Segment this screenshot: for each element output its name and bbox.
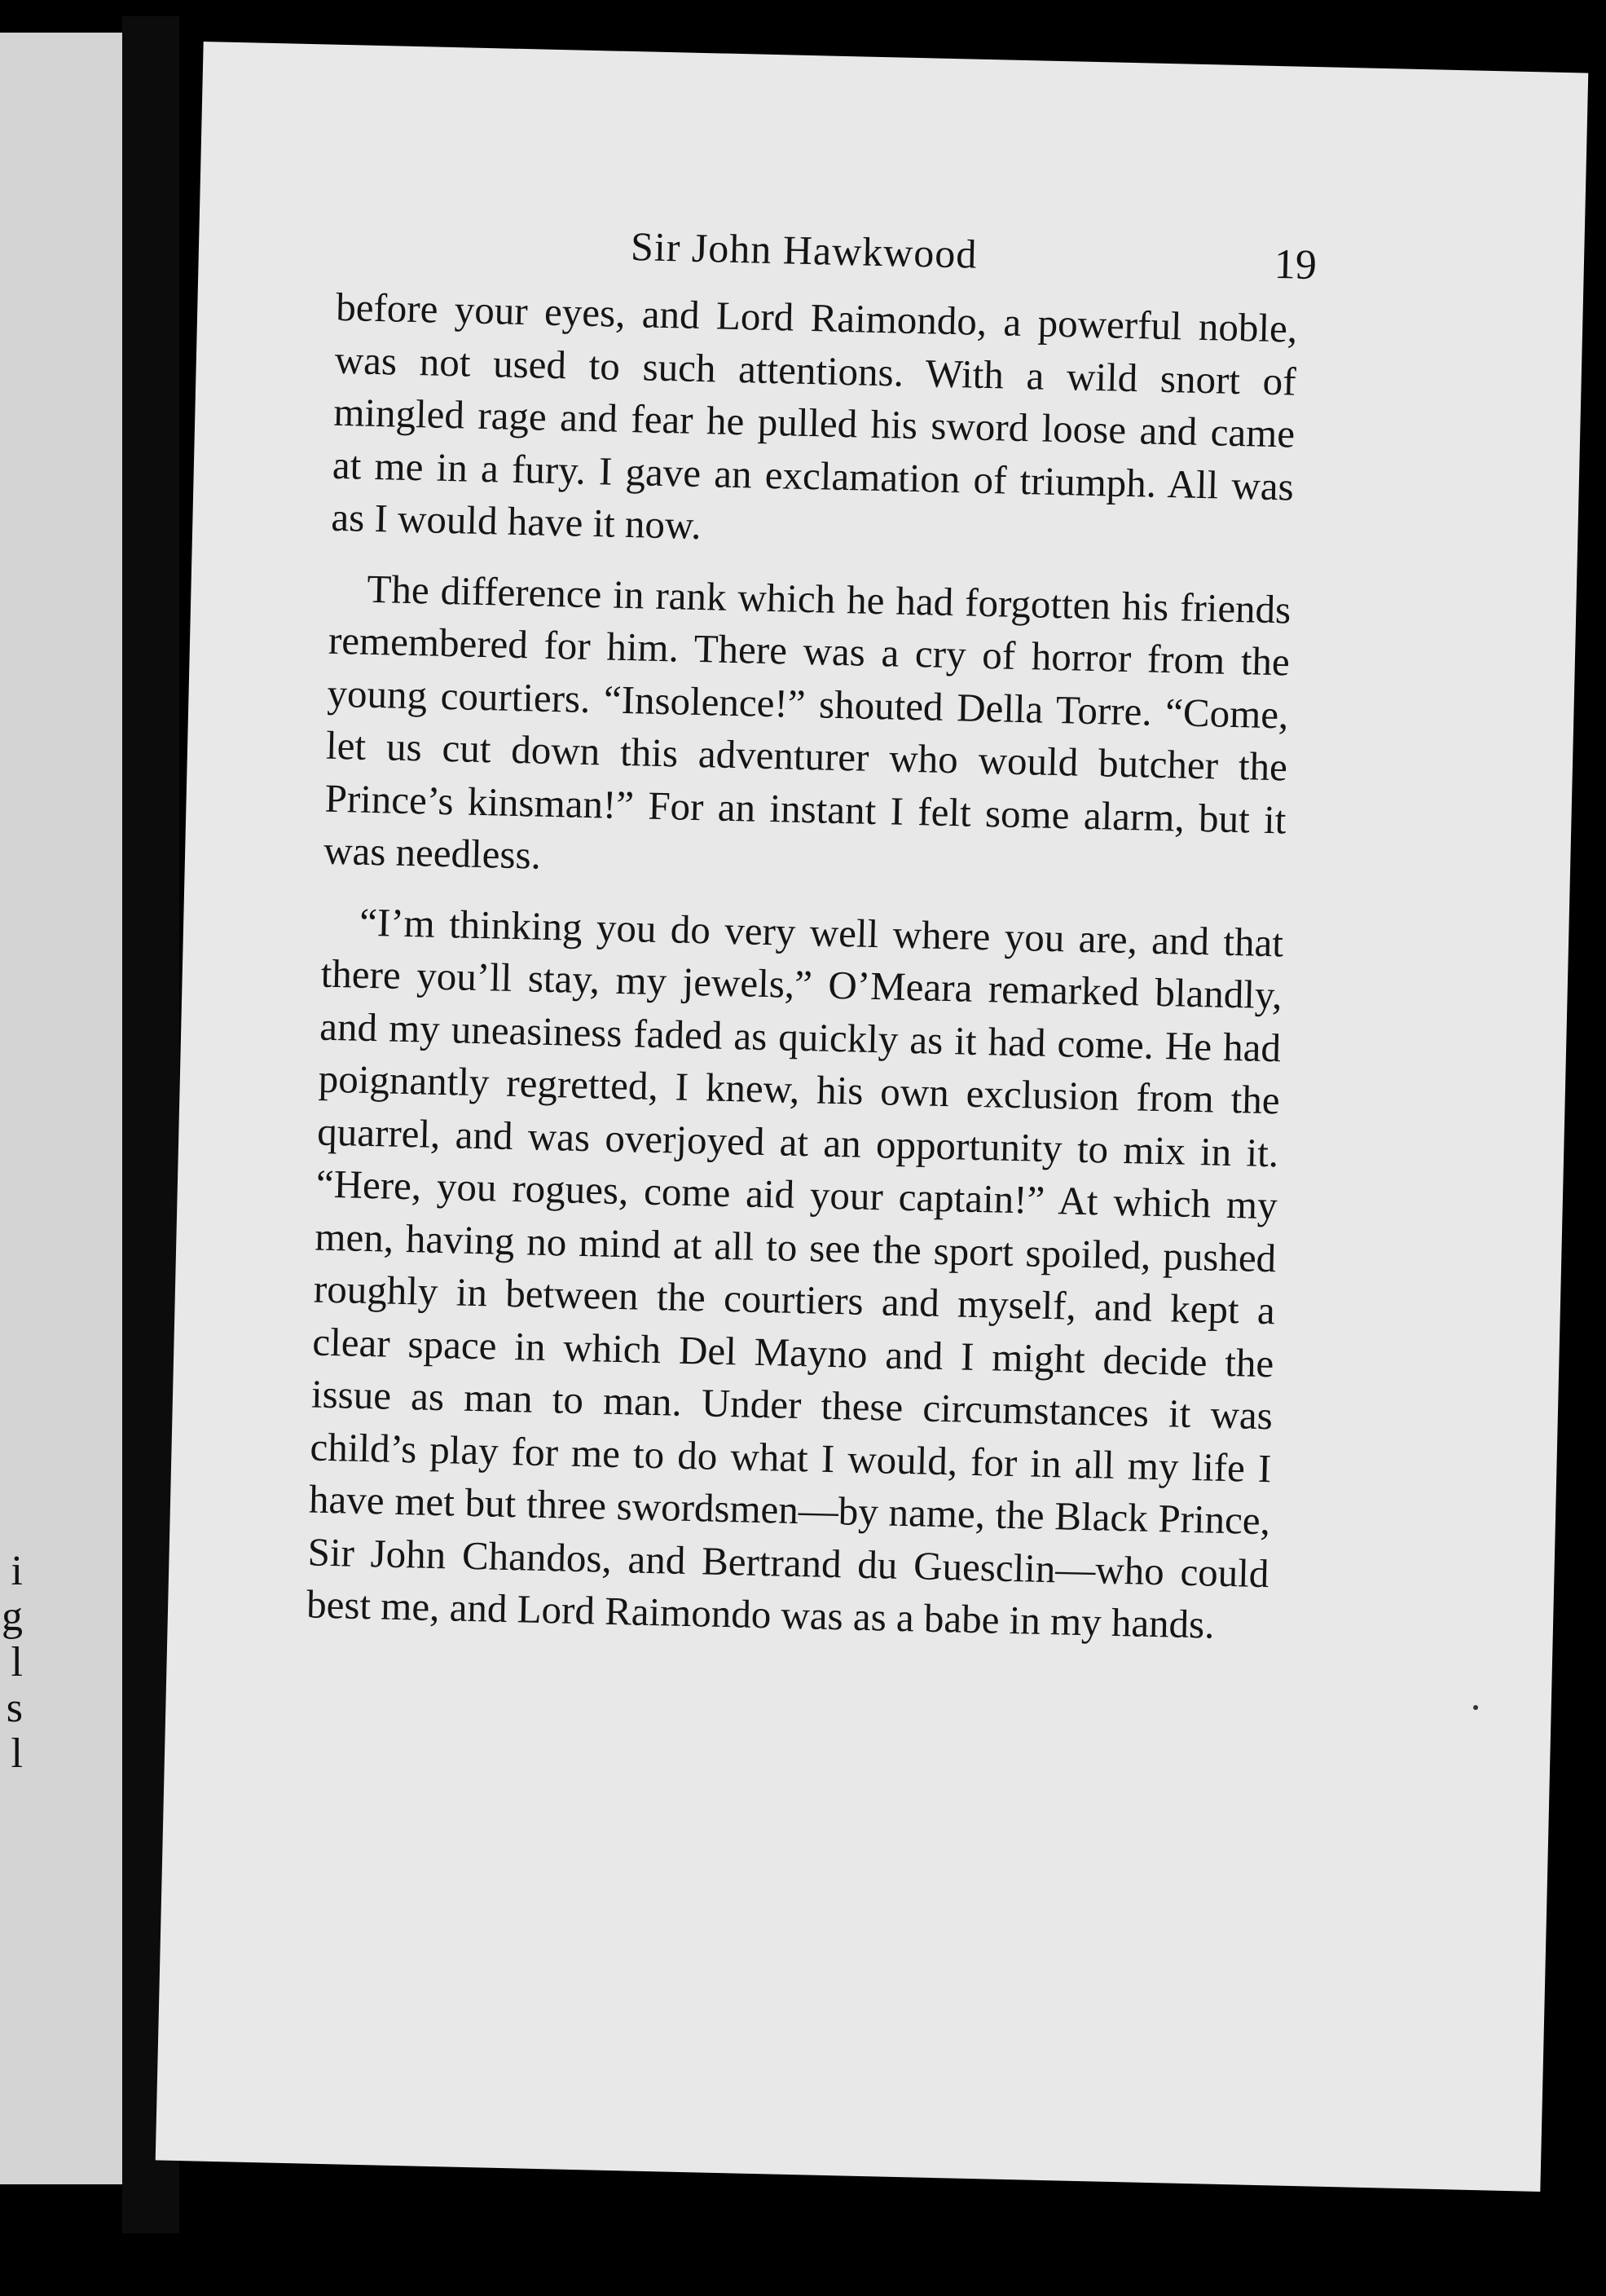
fragment-char: i bbox=[11, 1548, 23, 1594]
running-title: Sir John Hawkwood bbox=[630, 223, 979, 277]
previous-page-fragments bbox=[0, 1549, 23, 1777]
dust-speck bbox=[1473, 1705, 1478, 1710]
paragraph: The difference in rank which he had forgotten his friends remembered for him. There was a cry of horror from the young courtiers. “Insolence!” shouted Della Torre. “Come, let us cut down this adventurer who would butcher the Prince’s kinsman!” For an instant I felt some alarm, but it was needless. bbox=[323, 566, 1291, 878]
paragraph: “I’m thinking you do very well where you are, and that there you’ll stay, my jewels,” O’Meara remarked blandly, and my uneasiness faded as quickly as it had come. He had poignantly regretted, I knew, his own exclusion from the quarrel, and was overjoyed at an opportunity to mix in it. “Here, you rogues, come aid your captain!” At which my men, having no mind at all to see the sport spoiled, pushed roughly in between the courtiers and myself, and kept a clear space in which Del Mayno and I might decide the issue as man to man. Under these circumstances it was child’s play for me to do what I would, for in all my life I have met but three swordsmen—by name, the Black Prince, Sir John Chandos, and Bertrand du Guesclin—who could best me, and Lord Raimondo was as a babe in my hands. bbox=[306, 899, 1284, 1647]
previous-page-edge bbox=[0, 33, 122, 2184]
body-text bbox=[306, 281, 1298, 1671]
page-number: 19 bbox=[1274, 240, 1318, 289]
fragment-char: l bbox=[11, 1730, 23, 1777]
fragment-char: l bbox=[11, 1639, 23, 1686]
fragment-char: s bbox=[6, 1685, 23, 1731]
book-page bbox=[156, 42, 1589, 2192]
fragment-char: g bbox=[2, 1593, 23, 1640]
paragraph: before your eyes, and Lord Raimondo, a powerful noble, was not used to such attentions. With a wild snort of mingled rage and fear he pulled his sword loose and came at me in a fury. I gave an exclamation of triumph. All was as I would have it now. bbox=[330, 284, 1298, 549]
